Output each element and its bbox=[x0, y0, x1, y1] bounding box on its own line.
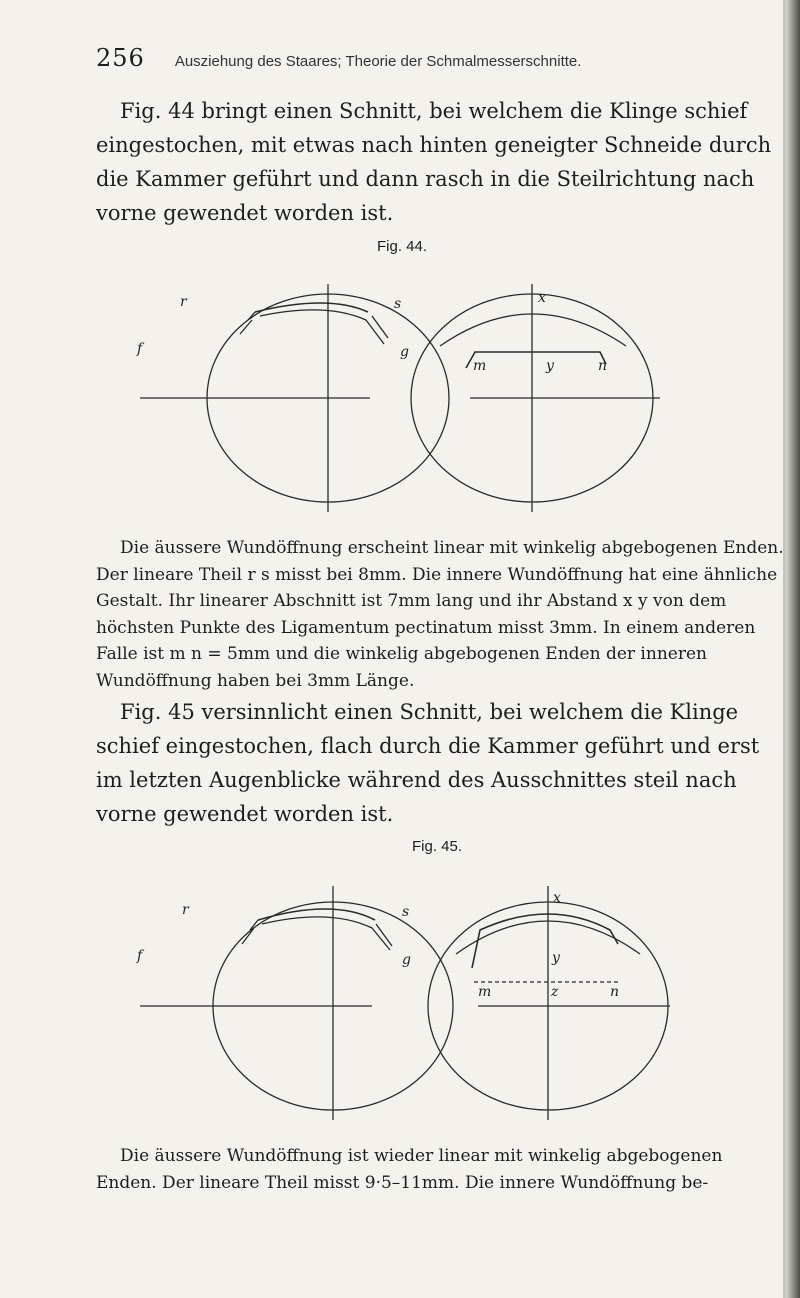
fig44-label-n: n bbox=[598, 358, 608, 374]
fig44-left-outer-wound bbox=[255, 303, 368, 312]
fig45-label-x: x bbox=[553, 890, 561, 906]
paragraph-fig44-description: Die äussere Wundöffnung erscheint linear mit winkelig abgebogenen Enden. Der lineare Theil r s misst bei 8mm. Die innere Wundöffnung hat eine ähnliche Gestalt. Ihr linearer Abschnitt ist 7mm lang und ihr Abstand x y von dem höchsten Punkte des Ligamentum pectinatum misst 3mm. In einem anderen Falle ist m n = 5mm und die winkelig abgebogenen Enden der inneren Wundöffnung haben bei 3mm Länge. bbox=[96, 538, 784, 691]
fig45-inner-wound bbox=[472, 914, 618, 968]
page-header bbox=[96, 44, 716, 72]
fig45-label-f: f bbox=[137, 948, 143, 964]
running-head: Ausziehung des Staares; Theorie der Schmalmesserschnitte. bbox=[174, 53, 582, 70]
fig44-label-x: x bbox=[538, 290, 546, 306]
figure-44-diagram bbox=[137, 272, 780, 522]
fig45-label-r: r bbox=[182, 902, 189, 918]
fig44-label-m: m bbox=[473, 358, 487, 374]
fig44-left-incision-lines bbox=[248, 310, 384, 344]
fig45-label-m: m bbox=[478, 984, 492, 1000]
page-binding-edge bbox=[786, 0, 800, 1298]
fig44-label-s: s bbox=[394, 296, 402, 312]
figure-45-diagram bbox=[137, 878, 780, 1138]
fig44-label-f: f bbox=[137, 341, 143, 357]
fig44-right-outer-arc bbox=[440, 314, 626, 346]
fig44-label-r: r bbox=[180, 294, 187, 310]
page-number: 256 bbox=[96, 44, 145, 72]
fig45-label-z: z bbox=[551, 984, 559, 1000]
fig45-label-y: y bbox=[552, 950, 560, 966]
fig44-label-g: g bbox=[400, 344, 409, 360]
fig45-left-incision-lines bbox=[250, 917, 390, 950]
fig45-label-g: g bbox=[402, 952, 411, 968]
fig45-label-s: s bbox=[402, 904, 410, 920]
paragraph-fig45-description: Die äussere Wundöffnung ist wieder linear mit winkelig abgebogenen Enden. Der lineare Theil misst 9·5–11mm. Die innere Wundöffnung be- bbox=[96, 1146, 723, 1193]
figure-44-caption: Fig. 44. bbox=[377, 238, 428, 255]
fig45-label-n: n bbox=[610, 984, 620, 1000]
paragraph-fig44-intro: Fig. 44 bringt einen Schnitt, bei welchem die Klinge schief eingestochen, mit etwas nach hinten geneigter Schneide durch die Kammer geführt und dann rasch in die Steilrichtung nach vorne gewendet worden ist. bbox=[96, 99, 772, 225]
paragraph-fig45-intro: Fig. 45 versinnlicht einen Schnitt, bei welchem die Klinge schief eingestochen, flach durch die Kammer geführt und erst im letzten Augenblicke während des Ausschnittes steil nach vorne gewendet worden ist. bbox=[96, 700, 760, 826]
fig44-inner-wound bbox=[466, 352, 606, 368]
figure-45-caption: Fig. 45. bbox=[412, 838, 463, 855]
fig44-label-y: y bbox=[546, 358, 554, 374]
